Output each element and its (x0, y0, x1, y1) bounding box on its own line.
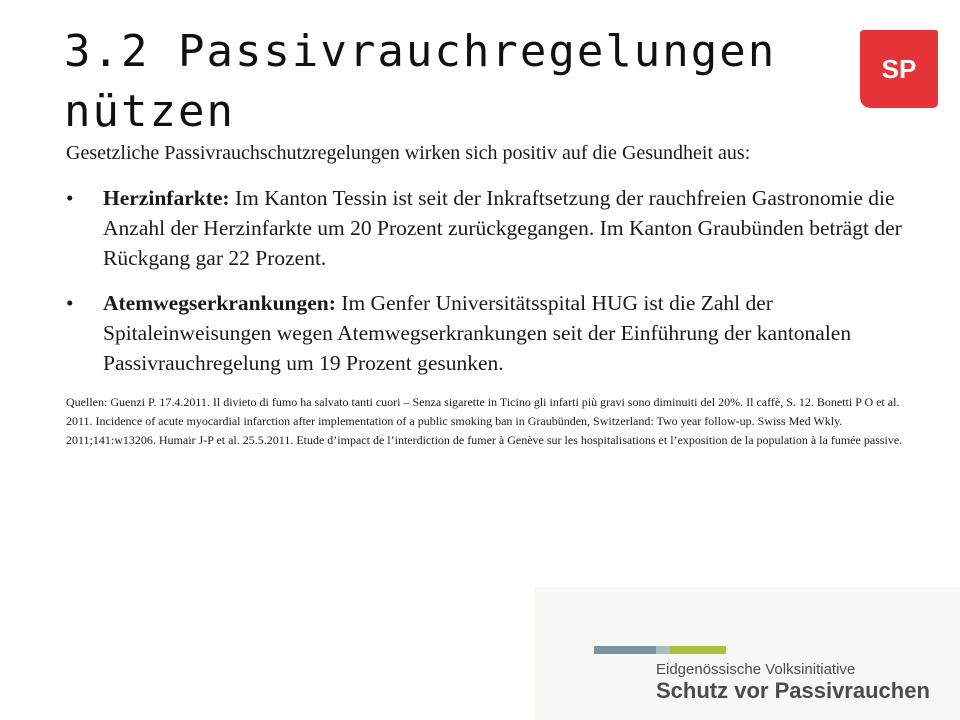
intro-text: Gesetzliche Passivrauchschutzregelungen wirken sich positiv auf die Gesundheit aus: (66, 142, 751, 164)
bullet-label-herzinfarkte: Herzinfarkte: (103, 186, 230, 210)
sp-logo-icon (858, 28, 940, 110)
slide-title: 3.2 Passivrauchregelungen nützen (64, 26, 777, 137)
bullet-dot-icon: • (66, 291, 74, 315)
bullet-dot-icon: • (66, 186, 74, 210)
stripe-segment-green (670, 646, 726, 654)
initiative-subtitle: Eidgenössische Volksinitiative (656, 661, 856, 678)
sp-logo-text: SP (881, 54, 917, 84)
bullet-text-atemwegserkrankungen: Im Genfer Universitätsspital HUG ist die Zahl der Spitaleinweisungen wegen Atemwegserkrankungen seit der Einführung der kantonalen Passivrauchregelung um 19 Prozent gesunken. (103, 291, 852, 375)
slide-body (66, 139, 912, 450)
bullet-label-atemwegserkrankungen: Atemwegserkrankungen: (103, 291, 336, 315)
bullet-list (66, 183, 912, 378)
initiative-title: Schutz vor Passivrauchen (656, 678, 930, 703)
stripe-segment-grey (594, 646, 656, 654)
bullet-text-herzinfarkte: Im Kanton Tessin ist seit der Inkraftsetzung der rauchfreien Gastronomie die Anzahl der Herzinfarkte um 20 Prozent zurückgegangen. Im Kanton Graubünden beträgt der Rückgang gar 22 Prozent. (103, 186, 902, 270)
sp-logo (858, 28, 940, 110)
initiative-stripe-icon (594, 646, 726, 654)
bullet-item-herzinfarkte (66, 183, 912, 273)
bullet-item-atemwegserkrankungen (66, 288, 912, 378)
sources-footnote: Quellen: Guenzi P. 17.4.2011. Il divieto di fumo ha salvato tanti cuori – Senza sigarette in Ticino gli infarti più gravi sono diminuiti del 20%. Il caffè, S. 12. Bonetti P O et al. 2011. Incidence of acute myocardial infarction after implementation of a public smoking ban in Graubünden, Switzerland: Two year follow-up. Swiss Med Wkly. 2011;141:w13206. Humair J-P et al. 25.5.2011. Etude d’impact de l’interdiction de fumer à Genève sur les hospitalisations et l’exposition de la population à la fumée passive. (66, 395, 903, 447)
initiative-logo (534, 587, 960, 720)
stripe-segment-light (656, 646, 670, 654)
